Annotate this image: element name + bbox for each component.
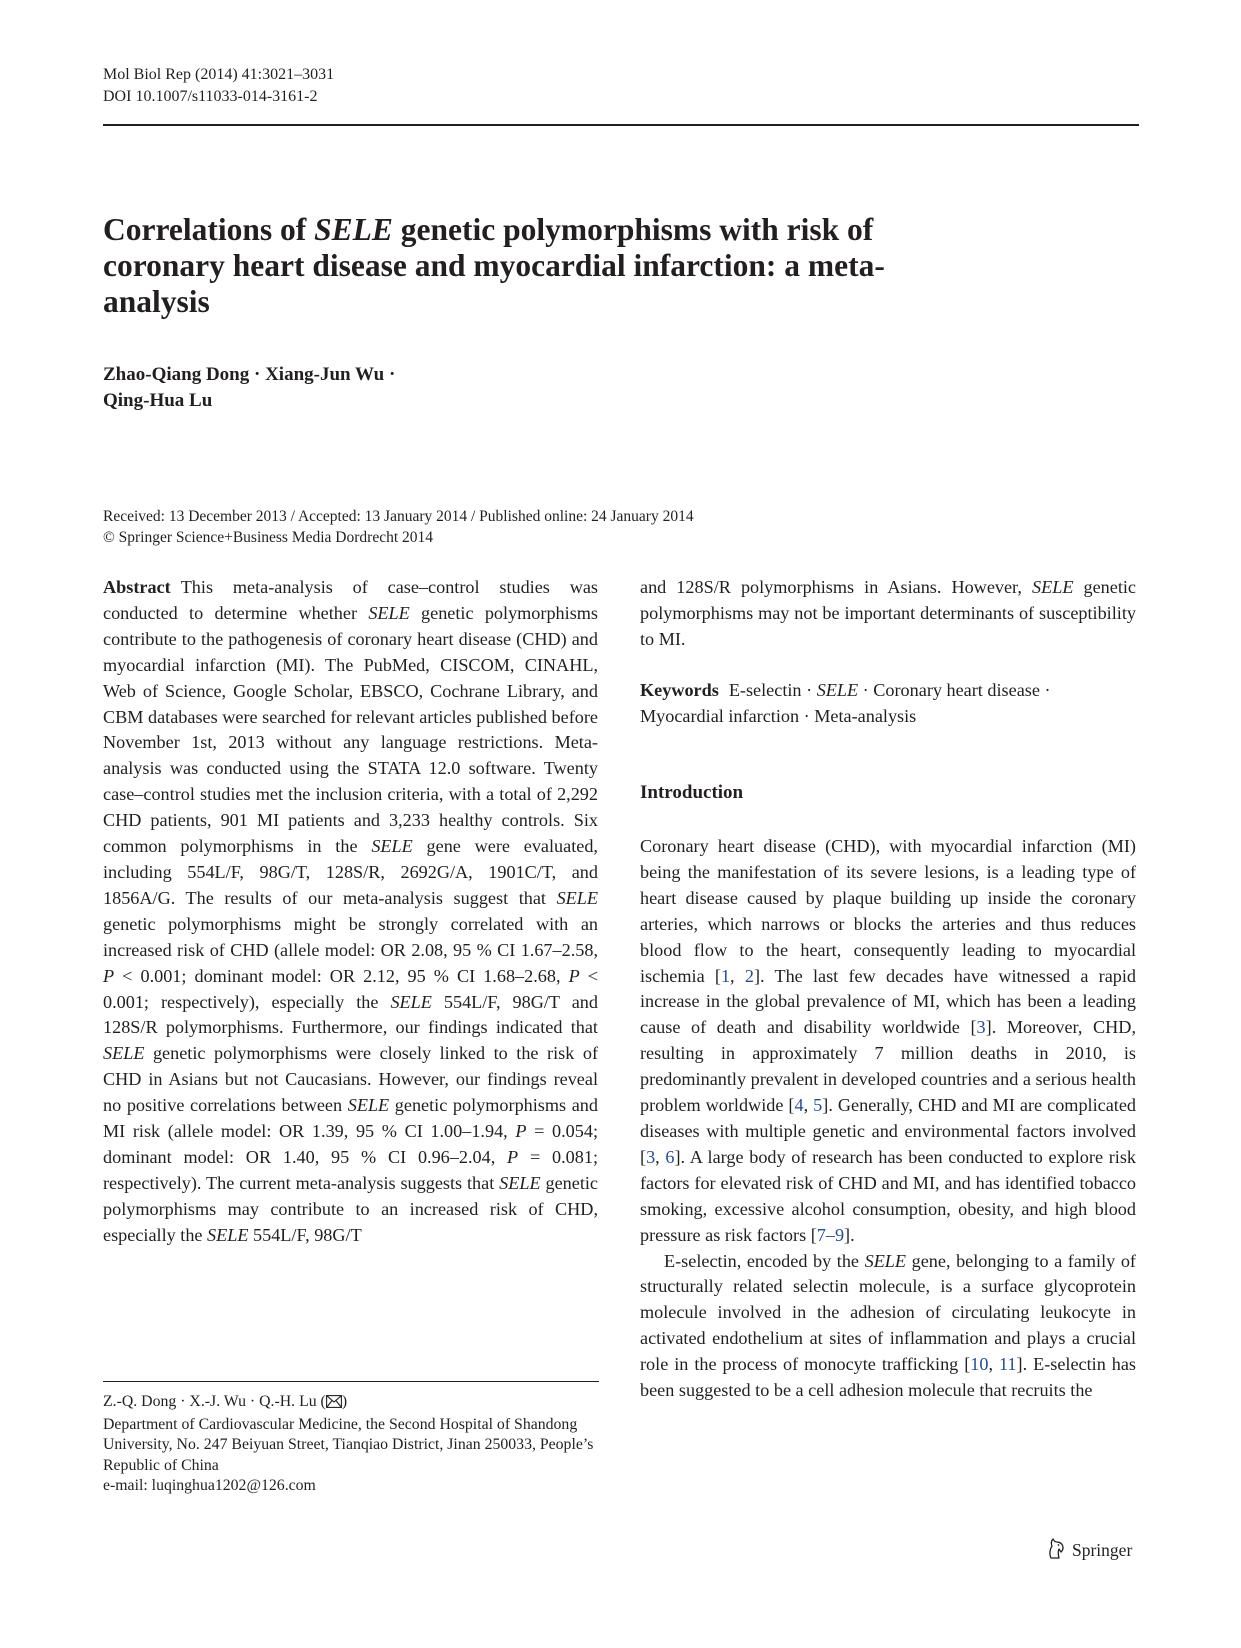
reference-link[interactable]: 3 xyxy=(646,1146,656,1167)
authors-line-1: Zhao-Qiang Dong · Xiang-Jun Wu · xyxy=(103,364,396,385)
intro-paragraph-2: E-selectin, encoded by the SELE gene, belonging to a family of structurally related selectin molecule, is a surface glycoprotein molecule involved in the adhesion of circulating leukocyte in activated endothelium at sites of inflammation and plays a crucial role in the process of monocyte trafficking [10, 11]. E-selectin has been suggested to be a cell adhesion molecule that recruits the xyxy=(640,1250,1137,1401)
publication-dates xyxy=(103,506,694,548)
reference-link[interactable]: 5 xyxy=(813,1095,823,1116)
footnote-authors: Z.-Q. Dong · X.-J. Wu · Q.-H. Lu ( ) xyxy=(103,1392,599,1415)
abstract-label: Abstract xyxy=(103,577,171,597)
paper-title xyxy=(103,212,903,320)
publisher-name: Springer xyxy=(1072,1540,1133,1560)
reference-link[interactable]: 4 xyxy=(794,1095,804,1116)
footnote-department: Department of Cardiovascular Medicine, the Second Hospital of Shandong University, No. 247 Beiyuan Street, Tianqiao District, Jinan 250033, People’s Republic of China xyxy=(103,1415,594,1474)
envelope-icon xyxy=(326,1394,342,1415)
intro-paragraph-1: Coronary heart disease (CHD), with myocardial infarction (MI) being the manifestation of its severe lesions, is a leading type of heart disease caused by plaque building up inside the coronary arteries, which narrows or blocks the arteries and thus reduces blood flow to the heart, consequently leading to myocardial ischemia [1, 2]. The last few decades have witnessed a rapid increase in the global prevalence of MI, which has been a leading cause of death and disability worldwide [3]. Moreover, CHD, resulting in approximately 7 million deaths in 2010, is predominantly prevalent in developed countries and a serious health problem worldwide [4, 5]. Generally, CHD and MI are complicated diseases with multiple genetic and environmental factors involved [3, 6]. A large body of research has been conducted to explore risk factors for elevated risk of CHD and MI, and has identified tobacco smoking, excessive alcohol consumption, obesity, and high blood pressure as risk factors [7–9]. xyxy=(640,836,1137,1245)
publisher-logo xyxy=(1046,1537,1132,1564)
introduction-heading: Introduction xyxy=(640,782,744,803)
reference-link[interactable]: 11 xyxy=(999,1354,1017,1375)
doi: DOI 10.1007/s11033-014-3161-2 xyxy=(103,88,318,105)
copyright: © Springer Science+Business Media Dordrecht 2014 xyxy=(103,529,434,546)
title-gene: SELE xyxy=(314,212,393,247)
abstract xyxy=(103,575,598,1249)
keywords-label: Keywords xyxy=(640,680,719,700)
springer-horse-icon xyxy=(1046,1537,1066,1564)
header-rule xyxy=(103,124,1139,126)
reference-link[interactable]: 10 xyxy=(970,1354,989,1375)
title-text-rest: genetic polymorphisms with risk of coronary heart disease and myocardial infarction: a meta-analysis xyxy=(103,212,885,319)
authors-line-2: Qing-Hua Lu xyxy=(103,390,213,411)
history-dates: Received: 13 December 2013 / Accepted: 13 January 2014 / Published online: 24 January 2014 xyxy=(103,508,694,525)
author-affiliation-footnote xyxy=(103,1392,599,1497)
reference-link[interactable]: 2 xyxy=(744,965,754,986)
reference-link[interactable]: 7–9 xyxy=(816,1224,845,1245)
reference-link[interactable]: 1 xyxy=(720,965,731,986)
reference-link[interactable]: 3 xyxy=(976,1017,986,1038)
footnote-rule xyxy=(103,1381,599,1382)
authors xyxy=(103,362,395,414)
journal-header xyxy=(103,64,334,108)
abstract-continuation: and 128S/R polymorphisms in Asians. However, SELE genetic polymorphisms may not be important determinants of susceptibility to MI. xyxy=(640,577,1136,649)
reference-link[interactable]: 6 xyxy=(665,1146,675,1167)
title-text: Correlations of xyxy=(103,212,315,247)
abstract-body: Abstract This meta-analysis of case–control studies was conducted to determine whether SELE genetic polymorphisms contribute to the pathogenesis of coronary heart disease (CHD) and myocardial infarction (MI). The PubMed, CISCOM, CINAHL, Web of Science, Google Scholar, EBSCO, Cochrane Library, and CBM databases were searched for relevant articles published before November 1st, 2013 without any language restrictions. Meta-analysis was conducted using the STATA 12.0 software. Twenty case–control studies met the inclusion criteria, with a total of 2,292 CHD patients, 901 MI patients and 3,233 healthy controls. Six common polymorphisms in the SELE gene were evaluated, including 554L/F, 98G/T, 128S/R, 2692G/A, 1901C/T, and 1856A/G. The results of our meta-analysis suggest that SELE genetic polymorphisms might be strongly correlated with an increased risk of CHD (allele model: OR 2.08, 95 % CI 1.67–2.58, P < 0.001; dominant model: OR 2.12, 95 % CI 1.68–2.68, P < 0.001; respectively), especially the SELE 554L/F, 98G/T and 128S/R polymorphisms. Furthermore, our findings indicated that SELE genetic polymorphisms were closely linked to the risk of CHD in Asians but not Caucasians. However, our findings reveal no positive correlations between SELE genetic polymorphisms and MI risk (allele model: OR 1.39, 95 % CI 1.00–1.94, P = 0.054; dominant model: OR 1.40, 95 % CI 0.96–2.04, P = 0.081; respectively). The current meta-analysis suggests that SELE genetic polymorphisms may contribute to an increased risk of CHD, especially the SELE 554L/F, 98G/T xyxy=(103,577,599,1245)
keywords: Keywords E-selectin · SELE · Coronary heart disease · Myocardial infarction · Meta-analysis xyxy=(640,680,1051,726)
citation: Mol Biol Rep (2014) 41:3021–3031 xyxy=(103,66,335,83)
footnote-email: e-mail: luqinghua1202@126.com xyxy=(103,1477,316,1494)
introduction-body xyxy=(640,834,1136,1404)
